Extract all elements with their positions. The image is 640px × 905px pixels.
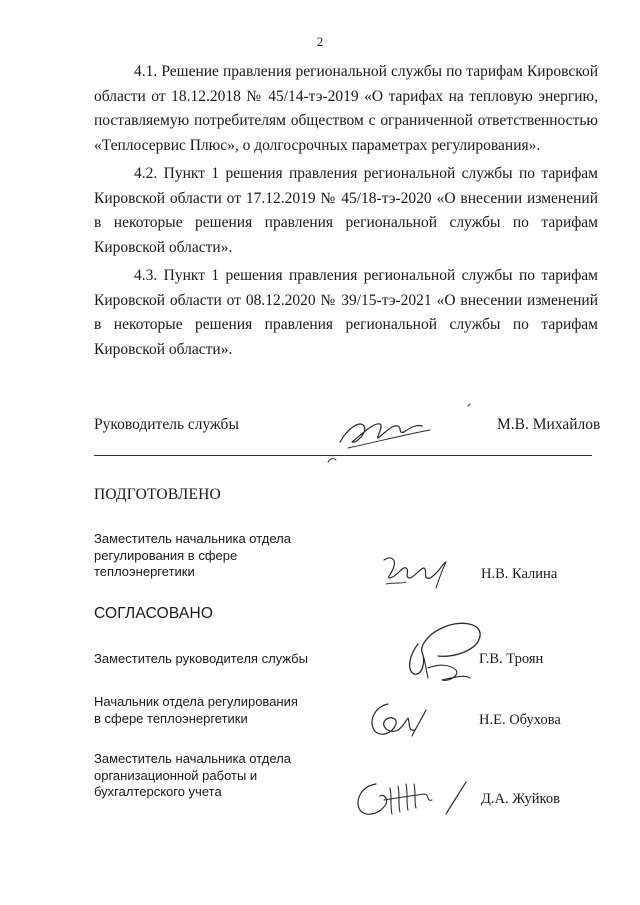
- prepared-name: Н.В. Калина: [481, 566, 558, 582]
- head-name: М.В. Михайлов: [497, 416, 601, 433]
- head-signature-image: [318, 398, 448, 472]
- prepared-signature-image: [376, 548, 476, 598]
- prepared-heading: ПОДГОТОВЛЕНО: [94, 486, 221, 503]
- separator-line: [94, 455, 592, 456]
- prepared-position: Заместитель начальника отдела регулирования в сфере теплоэнергетики: [94, 531, 291, 579]
- approver-1-name: Г.В. Троян: [479, 651, 544, 667]
- approver-3-name: Д.А. Жуйков: [481, 791, 560, 807]
- approver-1-position: Заместитель руководителя службы: [94, 651, 308, 666]
- head-position: Руководитель службы: [94, 416, 239, 433]
- page-number: 2: [316, 34, 324, 49]
- approver-2-name: Н.Е. Обухова: [479, 712, 561, 728]
- approver-2-position: Начальник отдела регулирования в сфере теплоэнергетики: [94, 694, 298, 726]
- paragraph-4-1: 4.1. Решение правления региональной службы по тарифам Кировской области от 18.12.2018 № 45/14-тэ-2019 «О тарифах на тепловую энергию, поставляемую потребителям обществом с ограниченной ответственностью «Теплосервис Плюс», о долгосрочных параметрах регулирования».: [94, 63, 598, 154]
- approver-3-signature-image: [346, 770, 476, 826]
- approved-heading: СОГЛАСОВАНО: [94, 605, 214, 622]
- approver-3-position: Заместитель начальника отдела организационной работы и бухгалтерского учета: [94, 751, 291, 799]
- approver-2-signature-image: [364, 694, 454, 742]
- paragraph-4-2: 4.2. Пункт 1 решения правления региональной службы по тарифам Кировской области от 17.12.2019 № 45/18-тэ-2020 «О внесении изменений в некоторые решения правления региональной службы по тарифам Кировской области».: [94, 165, 598, 256]
- paragraph-4-3: 4.3. Пункт 1 решения правления региональной службы по тарифам Кировской области от 08.12.2020 № 39/15-тэ-2021 «О внесении изменений в некоторые решения правления региональной службы по тарифам Кировской области».: [94, 267, 598, 358]
